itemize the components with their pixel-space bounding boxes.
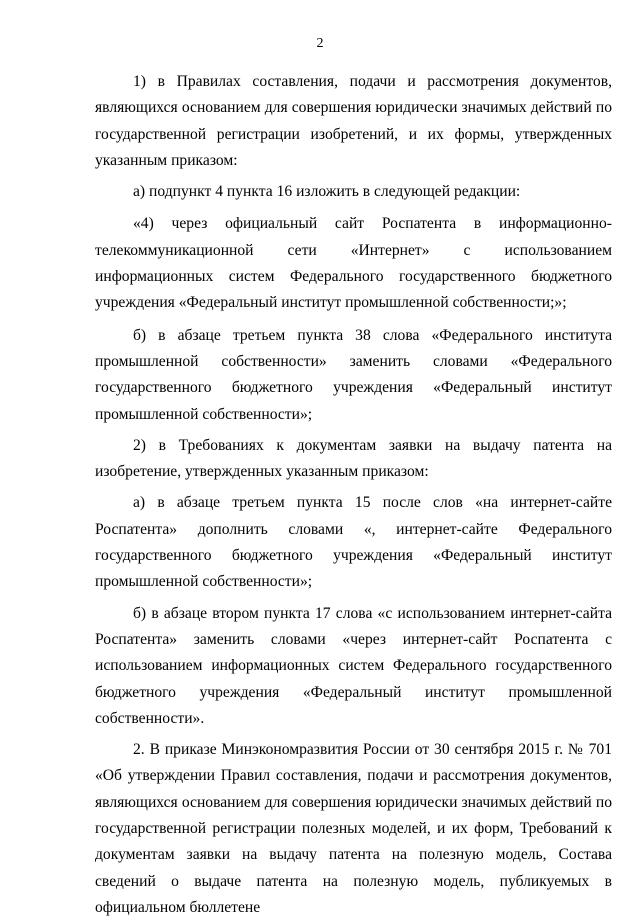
paragraph-section-2: 2. В приказе Минэкономразвития России от 30 сентября 2015 г. № 701 «Об утверждении Правил составления, подачи и рассмотрения документов, являющихся основанием для совершения юридически значимых действий по государственной регистрации полезных моделей, и их форм, Требований к документам заявки на выдачу патента на полезную модель, Состава сведений о выдаче патента на полезную модель, публикуемых в официальном бюллетене [95, 741, 612, 916]
paragraph-2-a: а) в абзаце третьем пункта 15 после слов «на интернет-сайте Роспатента» дополнить словами «, интернет-сайте Федерального государственного бюджетного учреждения «Федеральный институт промышленной собственности»; [95, 494, 612, 591]
page-number: 2 [316, 36, 324, 51]
paragraph-1-a: а) подпункт 4 пункта 16 изложить в следующей редакции: [133, 183, 521, 201]
paragraph-2: 2) в Требованиях к документам заявки на выдачу патента на изобретение, утвержденных указанным приказом: [95, 436, 612, 481]
paragraph-1-1: 1) в Правилах составления, подачи и рассмотрения документов, являющихся основанием для совершения юридически значимых действий по государственной регистрации изобретений, и их формы, утвержденных указанным приказом: [95, 73, 612, 169]
paragraph-2-b: б) в абзаце втором пункта 17 слова «с использованием интернет-сайта Роспатента» заменить словами «через интернет-сайт Роспатента с использованием информационных систем Федерального государственного бюджетного учреждения «Федеральный институт промышленной собственности». [95, 604, 612, 727]
paragraph-1-a-quote: «4) через официальный сайт Роспатента в информационно-телекоммуникационной сети «Интернет» с использованием информационных систем Федерального государственного бюджетного учреждения «Федеральный институт промышленной собственности;»; [95, 215, 612, 312]
paragraph-1-b: б) в абзаце третьем пункта 38 слова «Федерального института промышленной собственности» заменить словами «Федерального государственного бюджетного учреждения «Федеральный институт промышленной собственности»; [95, 326, 612, 423]
document-body [95, 69, 612, 921]
